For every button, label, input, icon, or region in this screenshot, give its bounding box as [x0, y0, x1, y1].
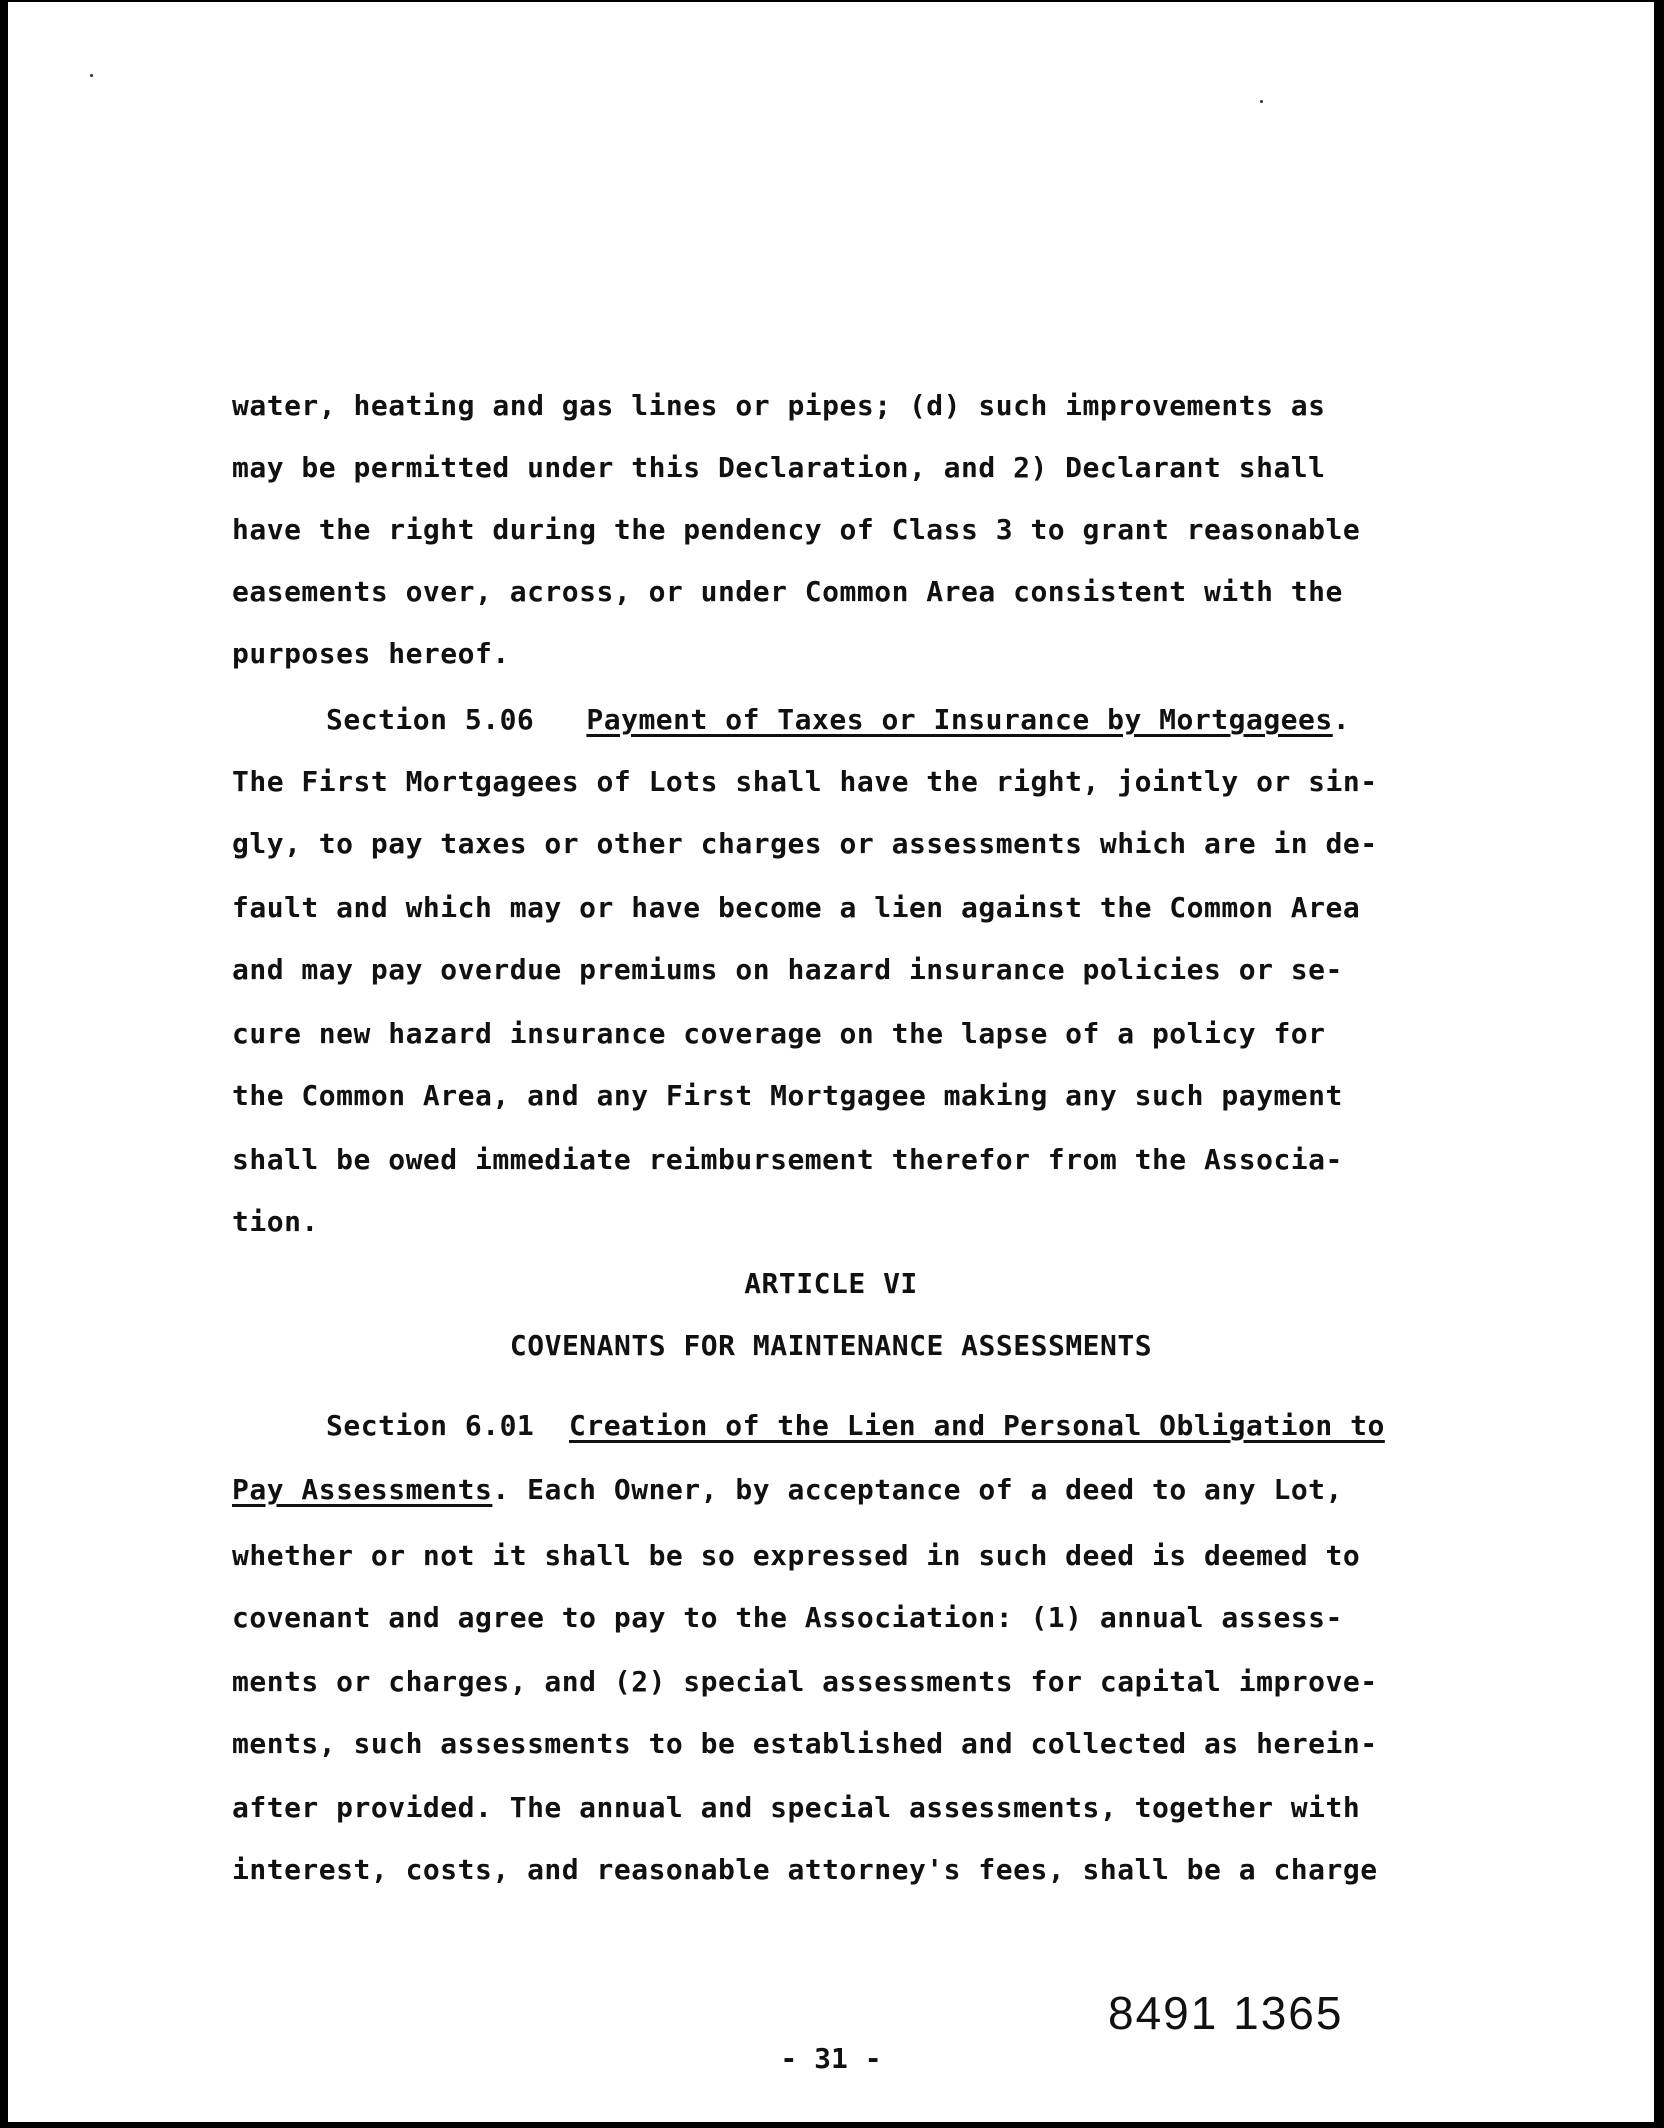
section-heading-line	[326, 702, 1350, 738]
document-page	[8, 2, 1654, 2122]
section-heading-line	[326, 1408, 1385, 1444]
text-line: fault and which may or have become a lien against the Common Area	[232, 891, 1361, 924]
section-heading-end: .	[1332, 703, 1351, 736]
text-line: ments or charges, and (2) special assessments for capital improve-	[232, 1665, 1378, 1698]
text-line: may be permitted under this Declaration, and 2) Declarant shall	[232, 451, 1326, 484]
text-line: and may pay overdue premiums on hazard insurance policies or se-	[232, 953, 1343, 986]
section-heading: Creation of the Lien and Personal Obligation to	[569, 1409, 1385, 1442]
text-line: purposes hereof.	[232, 637, 510, 670]
article-subtitle: COVENANTS FOR MAINTENANCE ASSESSMENTS	[509, 1329, 1153, 1362]
text-line: easements over, across, or under Common Area consistent with the	[232, 575, 1343, 608]
text-line: the Common Area, and any First Mortgagee making any such payment	[232, 1079, 1343, 1112]
section-number: Section 5.06	[326, 703, 535, 736]
page-number: - 31 -	[780, 2042, 882, 2075]
section-heading: Payment of Taxes or Insurance by Mortgagees	[586, 703, 1333, 736]
text-line: whether or not it shall be so expressed in such deed is deemed to	[232, 1539, 1361, 1572]
text-line: shall be owed immediate reimbursement therefor from the Associa-	[232, 1143, 1343, 1176]
section-heading-continued: Pay Assessments	[232, 1473, 493, 1506]
section-text: . Each Owner, by acceptance of a deed to any Lot,	[492, 1473, 1343, 1506]
text-line: tion.	[232, 1205, 319, 1238]
text-line: cure new hazard insurance coverage on the lapse of a policy for	[232, 1017, 1326, 1050]
text-line: water, heating and gas lines or pipes; (d) such improvements as	[232, 389, 1326, 422]
scan-speck	[90, 74, 93, 77]
text-line: ments, such assessments to be established and collected as herein-	[232, 1727, 1378, 1760]
text-line: gly, to pay taxes or other charges or assessments which are in de-	[232, 827, 1378, 860]
section-heading-line	[232, 1472, 1343, 1508]
section-number: Section 6.01	[326, 1409, 535, 1442]
article-title: ARTICLE VI	[744, 1267, 918, 1300]
scan-speck	[1260, 100, 1263, 103]
text-line: have the right during the pendency of Class 3 to grant reasonable	[232, 513, 1361, 546]
document-number: 8491 1365	[1108, 1987, 1344, 2039]
text-line: The First Mortgagees of Lots shall have the right, jointly or sin-	[232, 765, 1378, 798]
text-line: interest, costs, and reasonable attorney's fees, shall be a charge	[232, 1853, 1378, 1886]
text-line: covenant and agree to pay to the Association: (1) annual assess-	[232, 1601, 1343, 1634]
text-line: after provided. The annual and special assessments, together with	[232, 1791, 1361, 1824]
